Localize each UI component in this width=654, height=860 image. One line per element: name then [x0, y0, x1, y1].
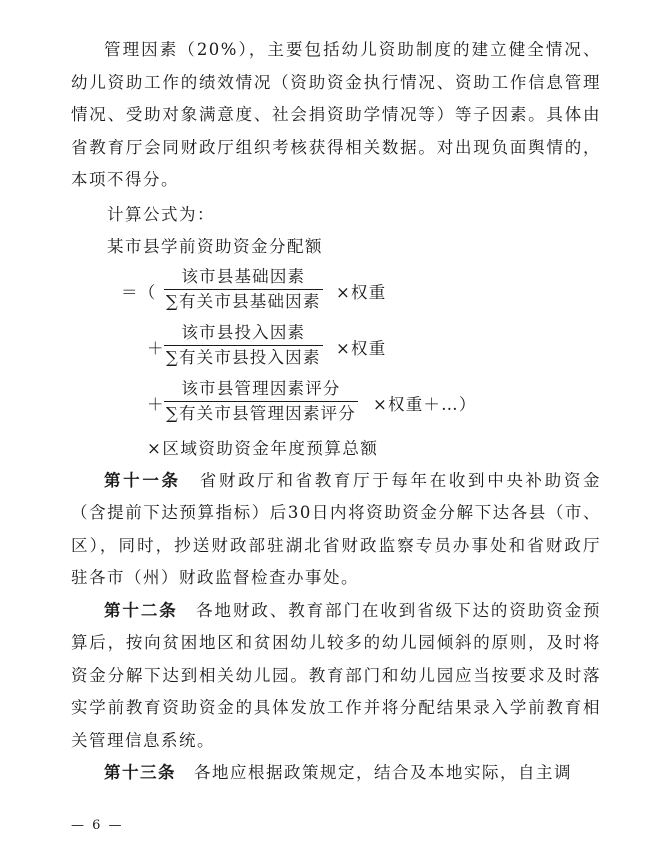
page-number: — 6 —: [71, 818, 124, 833]
formula-term-management-weight: ×权重＋…）: [373, 394, 477, 414]
formula-term-management: [71, 377, 601, 433]
article-12-body: 各地财政、教育部门在收到省级下达的资助资金预算后，按向贫困地区和贫困幼儿较多的幼儿园倾斜的原则，及时将资金分解下达到相关幼儿园。教育部门和幼儿园应当按要求及时落实学前教育资助资金的具体发放工作并将分配结果录入学前教育相关管理信息系统。: [71, 600, 602, 750]
formula-term-input-fraction: [164, 321, 323, 370]
formula-block: [71, 265, 601, 433]
article-11: [71, 465, 601, 595]
formula-term-basic-lead: ＝（: [121, 282, 157, 302]
formula-lhs: 某市县学前资助资金分配额: [107, 236, 323, 256]
formula-final: ×区域资助资金年度预算总额: [147, 438, 379, 458]
document-page: [71, 34, 601, 790]
formula-term-basic: [71, 265, 601, 321]
article-13: [71, 757, 601, 790]
paragraph-management-factor: 管理因素（20%），主要包括幼儿资助制度的建立健全情况、幼儿资助工作的绩效情况（资助资金执行情况、资助工作信息管理情况、受助对象满意度、社会捐资助学情况等）等子因素。具体由省教育厅会同财政厅组织考核获得相关数据。对出现负面舆情的，本项不得分。: [71, 40, 601, 189]
formula-term-input-lead: ＋: [147, 338, 165, 358]
formula-term-input: [71, 321, 601, 377]
formula-term-basic-fraction: [164, 265, 323, 314]
formula-term-basic-numerator: 该市县基础因素: [181, 266, 306, 286]
formula-intro: 计算公式为：: [107, 204, 215, 224]
formula-term-input-denominator: ∑有关市县投入因素: [166, 347, 321, 367]
article-11-body: 省财政厅和省教育厅于每年在收到中央补助资金（含提前下达预算指标）后30日内将资助资金分解下达各县（市、区），同时，抄送财政部驻湖北省财政监察专员办事处和省财政厅驻各市（州）财政监督检查办事处。: [71, 470, 602, 587]
formula-term-basic-weight: ×权重: [336, 282, 387, 302]
formula-term-management-denominator: ∑有关市县管理因素评分: [166, 403, 356, 423]
formula-term-input-numerator: 该市县投入因素: [181, 322, 306, 342]
formula-term-management-numerator: 该市县管理因素评分: [181, 378, 341, 398]
article-13-heading: 第十三条: [104, 763, 176, 782]
formula-term-management-lead: ＋: [147, 394, 165, 414]
formula-term-input-weight: ×权重: [336, 338, 387, 358]
article-12: [71, 595, 601, 758]
article-13-body: 各地应根据政策规定，结合及本地实际，自主调: [176, 763, 572, 782]
article-12-heading: 第十二条: [104, 600, 178, 620]
article-11-heading: 第十一条: [104, 470, 181, 490]
formula-term-basic-denominator: ∑有关市县基础因素: [166, 291, 321, 311]
formula-term-management-fraction: [164, 377, 358, 426]
